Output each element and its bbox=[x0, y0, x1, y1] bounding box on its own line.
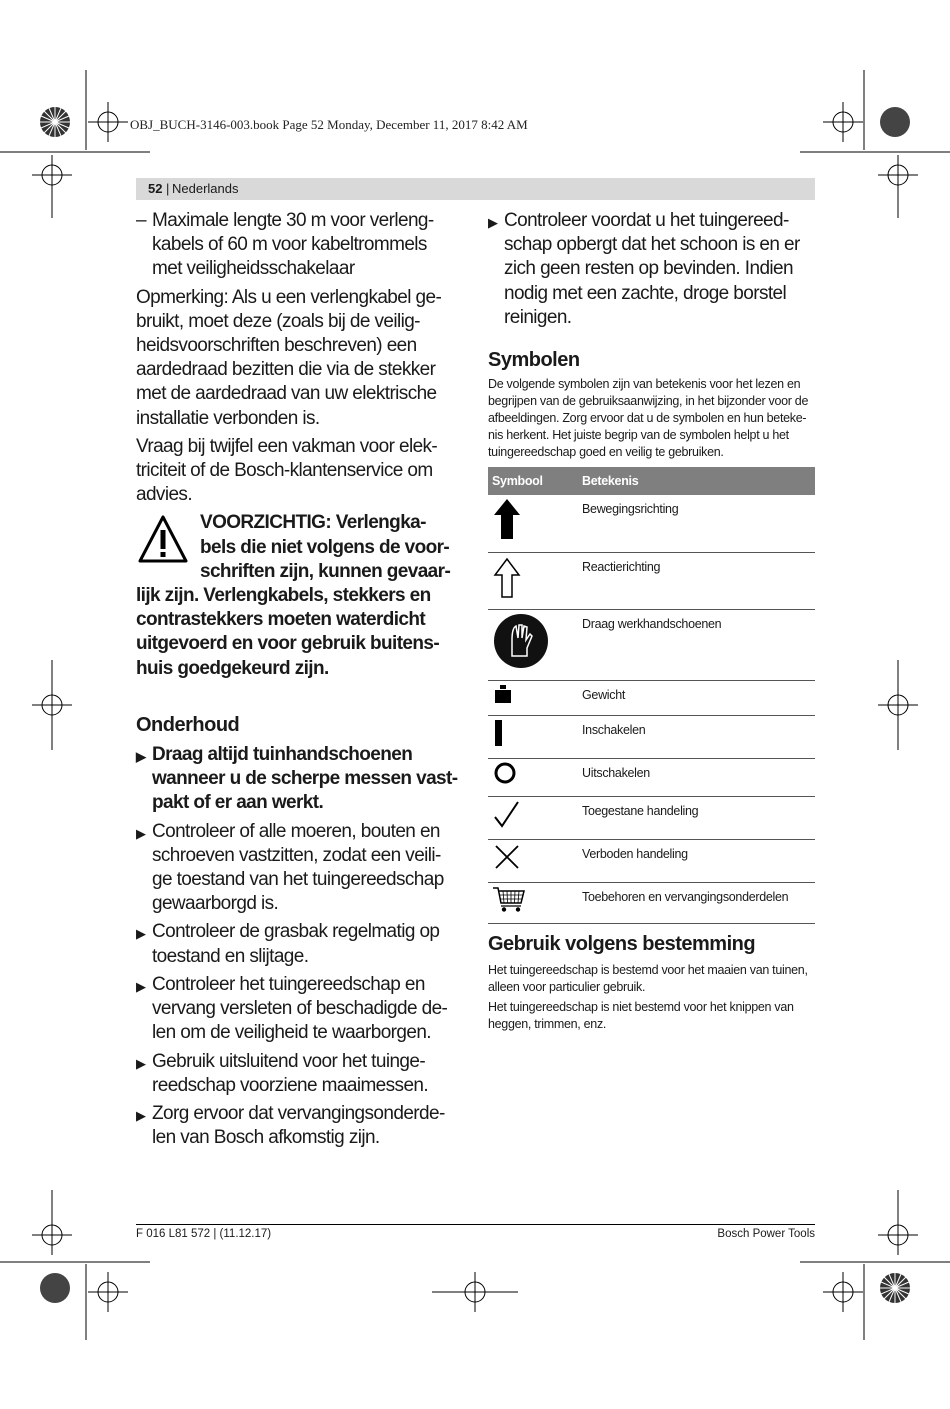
header-language: Nederlands bbox=[172, 181, 239, 196]
power-on-icon bbox=[492, 718, 506, 748]
gloves-icon bbox=[492, 612, 550, 670]
symbols-intro: De volgende symbolen zijn van betekenis voor het lezen en begrijpen van de gebruiksaanwijzing, in het bijzonder voor de afbeeldingen. Zorg ervoor dat u de symbolen en hun beteke- nis herkent. Het juiste begrip van de symbolen helpt u het tuingereedschap goed en veilig te gebruiken. bbox=[488, 377, 809, 460]
table-row: Uitschakelen bbox=[488, 759, 815, 796]
maintenance-item: ▶ Zorg ervoor dat vervangingsonderde- len van Bosch afkomstig zijn. bbox=[136, 1102, 445, 1149]
checkmark-icon bbox=[492, 799, 522, 829]
storage-item: ▶ Controleer voordat u het tuingereed- schap opbergt dat het schoon is en er zich geen resten op bevinden. Indien nodig met een zachte, droge borstel reinigen. bbox=[488, 210, 800, 328]
arrow-filled-icon bbox=[492, 497, 522, 541]
table-row: Toebehoren en vervangingsonderdelen bbox=[488, 883, 815, 924]
book-info-line: OBJ_BUCH-3146-003.book Page 52 Monday, December 11, 2017 8:42 AM bbox=[130, 117, 528, 132]
table-row: Draag werkhandschoenen bbox=[488, 609, 815, 680]
table-header-row bbox=[488, 467, 815, 495]
maintenance-item: ▶ Gebruik uitsluitend voor het tuinge- reedschap voorziene maaimessen. bbox=[136, 1050, 429, 1096]
cart-icon bbox=[492, 885, 526, 913]
page-number: 52 bbox=[148, 181, 163, 196]
header-symbol: Symbool bbox=[488, 467, 578, 495]
power-off-icon bbox=[492, 761, 518, 785]
footer-brand: Bosch Power Tools bbox=[717, 1228, 815, 1240]
usage-paragraph-1: Het tuingereedschap is bestemd voor het maaien van tuinen, alleen voor particulier gebruik. bbox=[488, 963, 808, 995]
table-row: Toegestane handeling bbox=[488, 796, 815, 839]
maintenance-item: ▶ Controleer het tuingereedschap en vervang versleten of beschadigde de- len om de veiligheid te waarborgen. bbox=[136, 973, 448, 1044]
table-row: Gewicht bbox=[488, 681, 815, 716]
symbols-title: Symbolen bbox=[488, 349, 580, 372]
advice-paragraph: Vraag bij twijfel een vakman voor elek- triciteit of de Bosch-klantenservice om advies. bbox=[136, 435, 438, 506]
table-row: Inschakelen bbox=[488, 716, 815, 759]
dash-item: – Maximale lengte 30 m voor verleng- kabels of 60 m voor kabeltrommels met veiligheidsschakelaar bbox=[136, 210, 434, 280]
left-column bbox=[136, 209, 466, 1150]
cross-icon bbox=[492, 842, 522, 872]
maintenance-bold-item: ▶ Draag altijd tuinhandschoenen wanneer u de scherpe messen vast- pakt of er aan werkt. bbox=[136, 744, 458, 814]
weight-icon bbox=[492, 683, 514, 705]
warning-block: VOORZICHTIG: Verlengka- bels die niet volgens de voor- schriften zijn, kunnen gevaar- lijk zijn. Verlengkabels, stekkers en contrastekkers moeten waterdicht uitgevoerd en voor gebruik buitens- huis goedgekeurd zijn. bbox=[136, 512, 451, 679]
table-row: Reactierichting bbox=[488, 552, 815, 609]
symbols-table bbox=[488, 467, 815, 924]
right-column bbox=[488, 209, 815, 1033]
maintenance-title: Onderhoud bbox=[136, 713, 240, 736]
maintenance-item: ▶ Controleer de grasbak regelmatig op toestand en slijtage. bbox=[136, 921, 440, 967]
usage-paragraph-2: Het tuingereedschap is niet bestemd voor het knippen van heggen, trimmen, enz. bbox=[488, 1000, 794, 1032]
table-row: Verboden handeling bbox=[488, 839, 815, 882]
footer-doc-code: F 016 L81 572 | (11.12.17) bbox=[136, 1228, 272, 1240]
page-header bbox=[136, 178, 815, 200]
maintenance-item: ▶ Controleer of alle moeren, bouten en schroeven vastzitten, zodat een veili- ge toestand van het tuingereedschap gewaarborgd is. bbox=[136, 820, 444, 915]
table-row: Bewegingsrichting bbox=[488, 495, 815, 552]
arrow-outline-icon bbox=[492, 555, 522, 599]
note-paragraph: Opmerking: Als u een verlengkabel ge- bruikt, moet deze (zoals bij de veilig- heidsvoorschriften beschreven) een aardedraad bezitten die via de stekker met de aardedraad van uw elektrische installatie verbonden is. bbox=[136, 286, 442, 429]
usage-title: Gebruik volgens bestemming bbox=[488, 933, 756, 956]
header-meaning: Betekenis bbox=[578, 467, 815, 495]
header-separator: | bbox=[166, 181, 170, 196]
warning-triangle-icon bbox=[138, 515, 188, 563]
footer-rule bbox=[136, 1224, 815, 1225]
